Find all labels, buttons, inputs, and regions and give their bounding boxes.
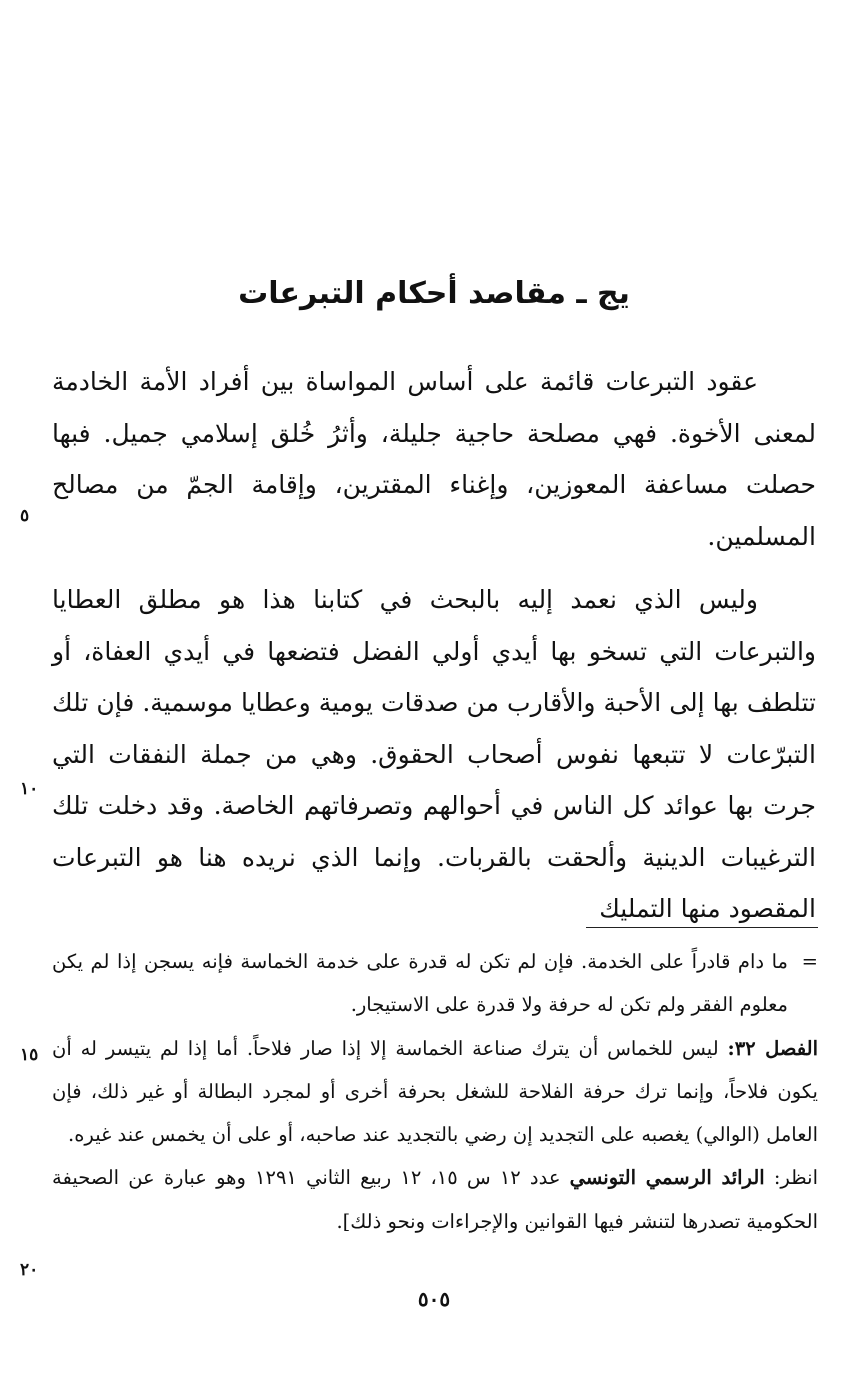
paragraph [52,574,816,935]
footnote-separator [586,927,818,928]
paragraph-text: عقود التبرعات قائمة على أساس المواساة بين أفراد الأمة الخادمة لمعنى الأخوة. فهي مصلحة حاجية جليلة، وأثرُ خُلق إسلامي جميل. فبها حصلت مساعفة المعوزين، وإغناء المقترين، وإقامة الجمّ من مصالح المسلمين. [52,367,816,551]
reference-prefix: انظر: [764,1166,819,1190]
page-number: ٥٠٥ [417,1287,451,1311]
section-heading: يج ـ مقاصد أحكام التبرعات [238,276,630,312]
paragraph [52,356,816,562]
footnotes [52,940,818,1243]
line-number: ١٠ [20,779,39,799]
line-number: ٢٠ [20,1260,39,1280]
main-text [52,356,816,935]
footnote-text: ما دام قادراً على الخدمة. فإن لم تكن له قدرة على خدمة الخماسة فإنه يسجن إذا لم يكن معلوم الفقر ولم تكن له حرفة ولا قدرة على الاستيجار. [52,950,788,1017]
line-number: ١٥ [20,1045,39,1065]
article-text: ليس للخماس أن يترك صناعة الخماسة إلا إذا صار فلاحاً. أما إذا لم يتيسر له أن يكون فلاحاً، وإنما ترك حرفة الفلاحة للشغل بحرفة أخرى أو لمجرد البطالة أو غير ذلك، فإن العامل (الوالي) يغصبه على التجديد إن رضي بالتجديد عند صاحبه، أو على أن يخمس عند غيره. [52,1036,818,1147]
article-label: الفصل ٣٢: [727,1036,818,1060]
reference-source: الرائد الرسمي التونسي [569,1166,765,1190]
continuation-mark: = [801,950,818,973]
footnote-reference [52,1156,818,1243]
footnote-article [52,1027,818,1157]
footnote-continuation [52,940,818,1027]
line-number: ٥ [20,506,30,526]
paragraph-text: وليس الذي نعمد إليه بالبحث في كتابنا هذا هو مطلق العطايا والتبرعات التي تسخو بها أيدي أولي الفضل فتضعها في أيدي العفاة، أو تتلطف بها إلى الأحبة والأقارب من صدقات يومية وعطايا موسمية. فإن تلك التبرّعات لا تتبعها نفوس أصحاب الحقوق. وهي من جملة النفقات التي جرت بها عوائد كل الناس في أحوالهم وتصرفاتهم الخاصة. وقد دخلت تلك الترغيبات الدينية وألحقت بالقربات. وإنما الذي نريده هنا هو التبرعات المقصود منها التمليك [52,585,816,923]
reference-text: عدد ١٢ س ١٥، ١٢ ربيع الثاني ١٢٩١ وهو عبارة عن الصحيفة الحكومية تصدرها لتنشر فيها القوانين والإجراءات ونحو ذلك]. [52,1166,818,1233]
